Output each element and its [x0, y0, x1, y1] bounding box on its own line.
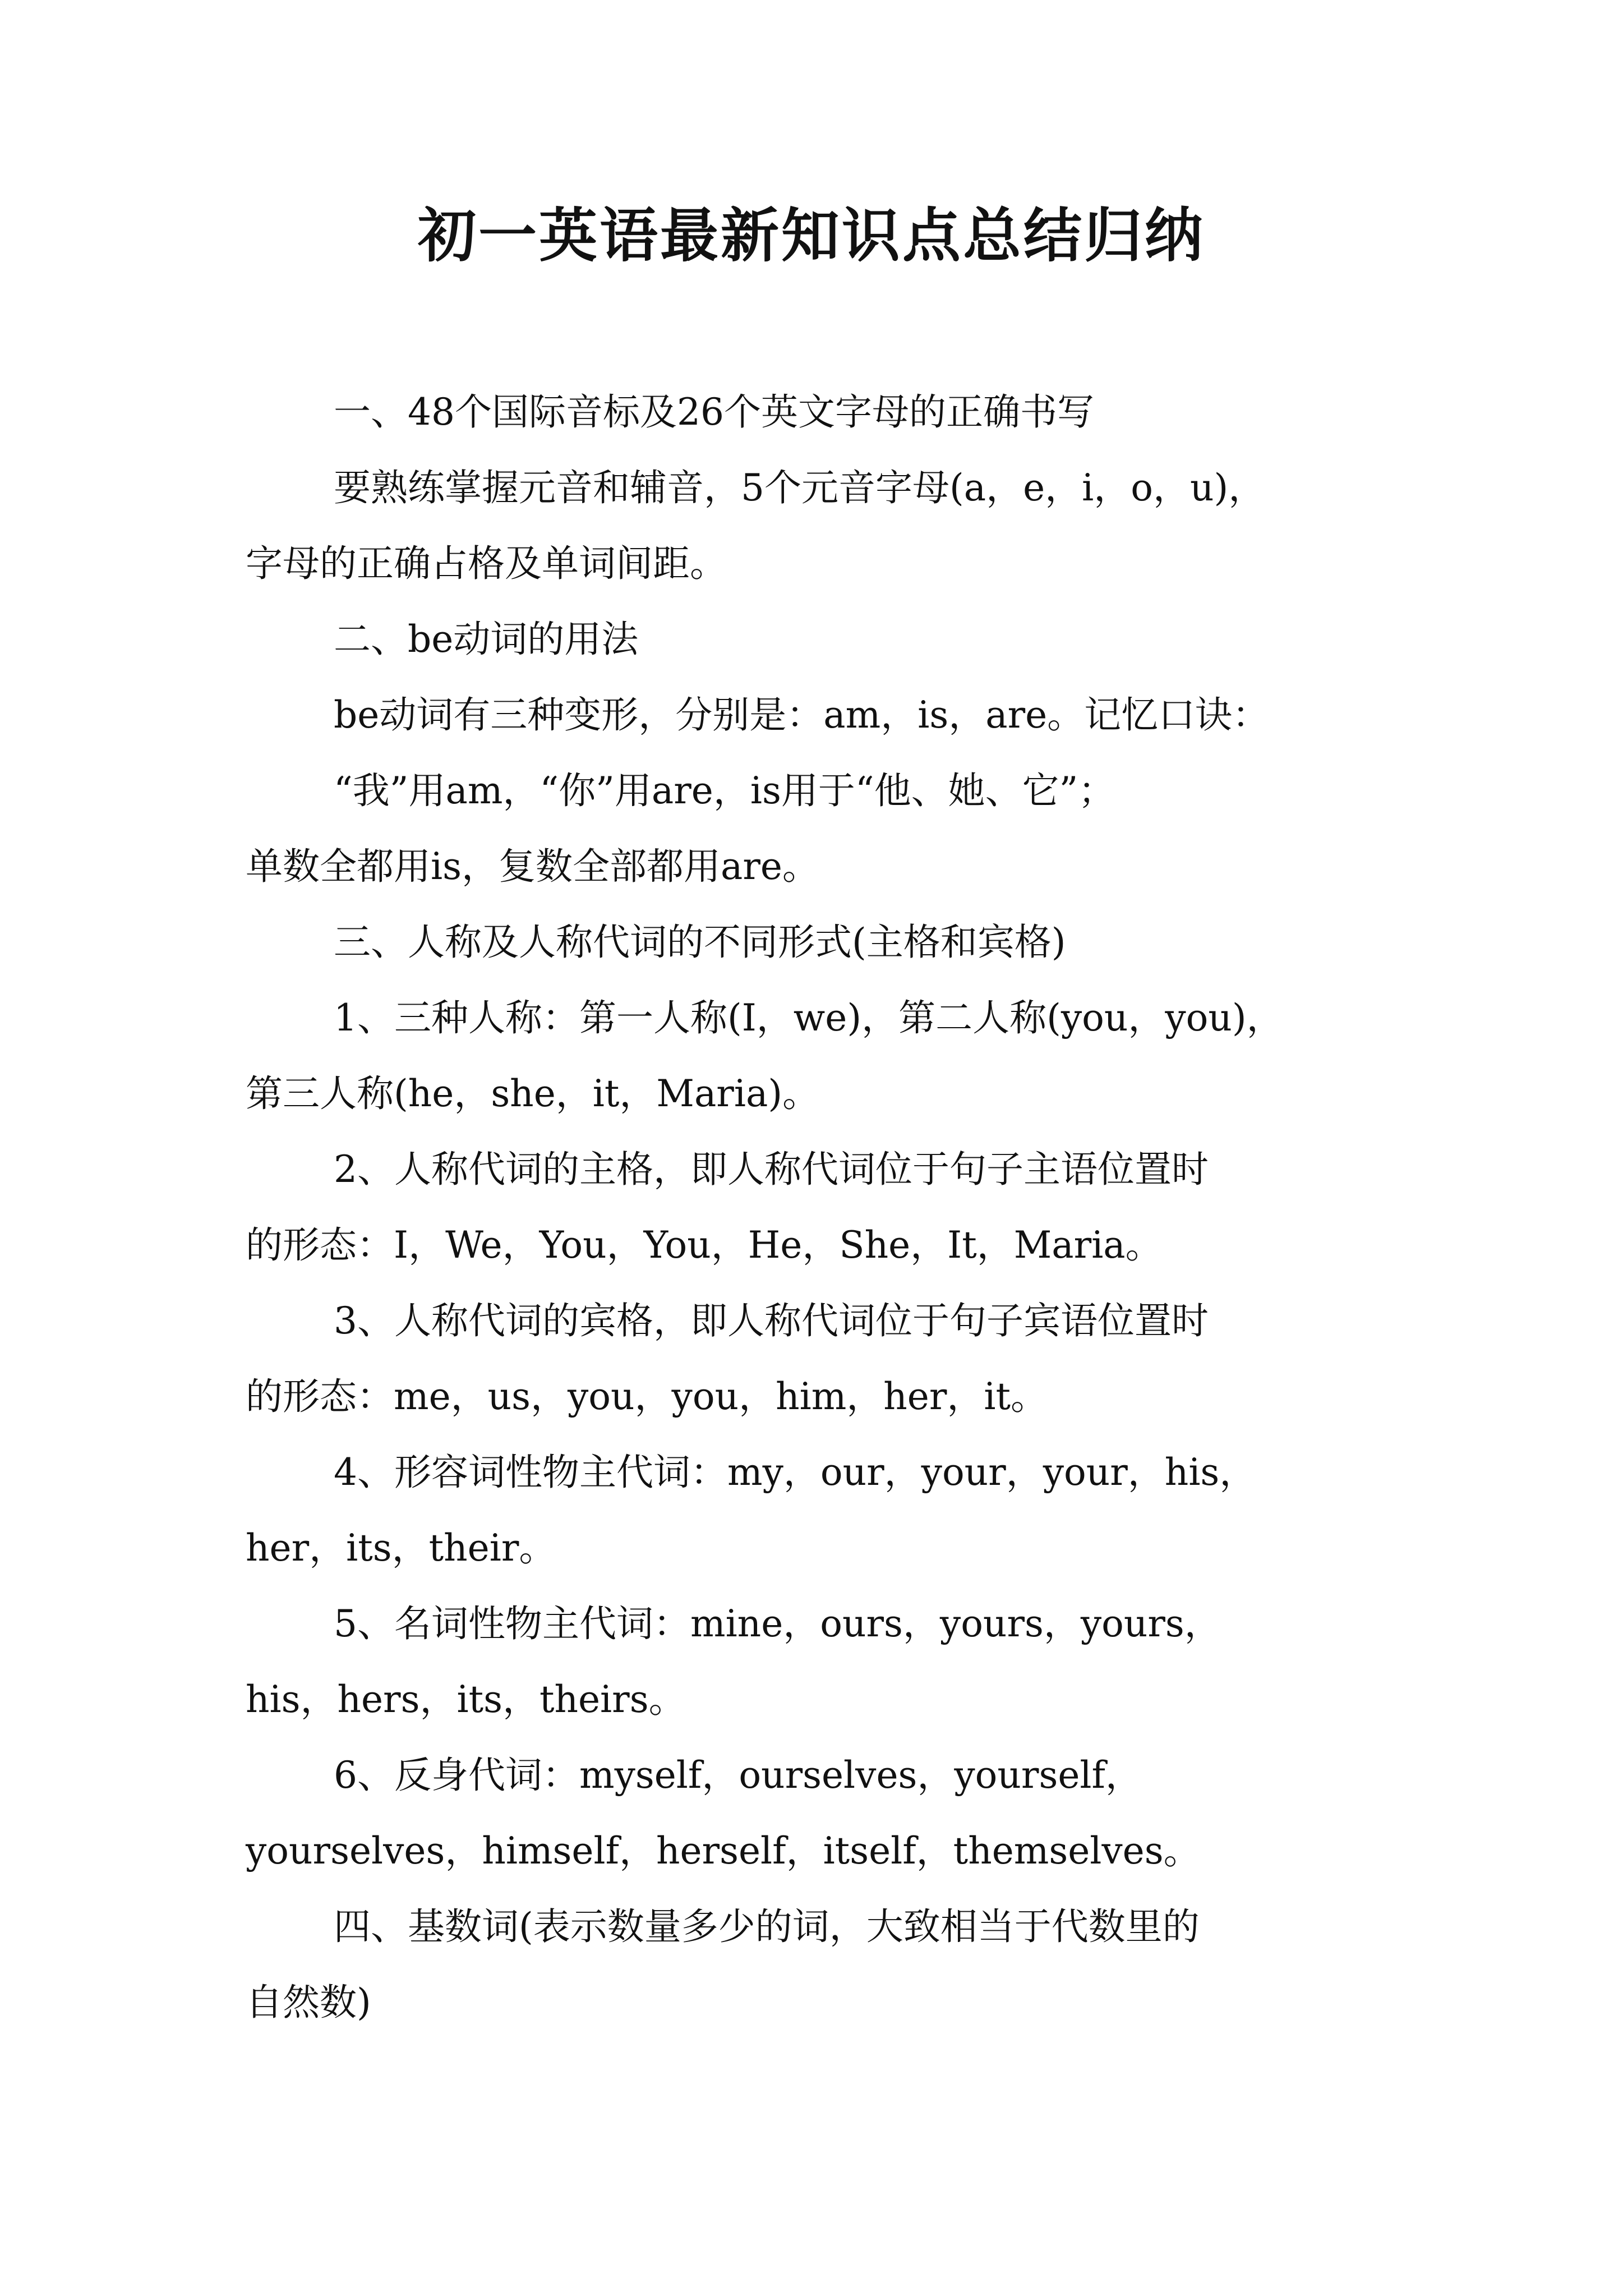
paragraph-line: 的形态：me，us，you，you，him，her，it。: [246, 1375, 1048, 1418]
paragraph-line: 6、反身代词：myself，ourselves，yourself，: [334, 1754, 1142, 1797]
paragraph-line: 1、三种人称：第一人称(I，we)，第二人称(you，you)，: [334, 996, 1284, 1039]
paragraph-line: 5、名词性物主代词：mine，ours，yours，yours，: [334, 1602, 1221, 1645]
paragraph-line: 4、形容词性物主代词：my，our，your，your，his，: [334, 1451, 1257, 1494]
heading-phonetics: 一、48个国际音标及26个英文字母的正确书写: [334, 390, 1094, 434]
paragraph-line: 单数全都用is，复数全部都用are。: [246, 845, 819, 888]
paragraph-line: 第三人称(he，she，it，Maria)。: [246, 1072, 820, 1115]
paragraph-line: 自然数): [246, 1981, 371, 2024]
page-title: 初一英语最新知识点总结归纳: [417, 201, 1205, 270]
paragraph-line: yourselves，himself，herself，itself，themselves。: [246, 1829, 1201, 1872]
paragraph-line: 要熟练掌握元音和辅音，5个元音字母(a，e，i，o，u)，: [334, 466, 1266, 509]
heading-pronouns: 三、人称及人称代词的不同形式(主格和宾格): [334, 921, 1066, 964]
paragraph-line: “我”用am，“你”用are，is用于“他、她、它”；: [334, 769, 1115, 812]
paragraph-line: his，hers，its，theirs。: [246, 1678, 686, 1721]
paragraph-line: 的形态：I，We，You，You，He，She，It，Maria。: [246, 1223, 1163, 1267]
paragraph-line: her，its，their。: [246, 1526, 556, 1570]
paragraph-line: be动词有三种变形，分别是：am，is，are。记忆口诀：: [334, 693, 1270, 737]
paragraph-line: 字母的正确占格及单词间距。: [246, 542, 727, 585]
heading-be-verb: 二、be动词的用法: [334, 618, 639, 661]
paragraph-line: 3、人称代词的宾格，即人称代词位于句子宾语位置时: [334, 1299, 1209, 1342]
paragraph-line: 2、人称代词的主格，即人称代词位于句子主语位置时: [334, 1148, 1209, 1191]
heading-cardinal-numbers: 四、基数词(表示数量多少的词，大致相当于代数里的: [334, 1905, 1200, 1948]
